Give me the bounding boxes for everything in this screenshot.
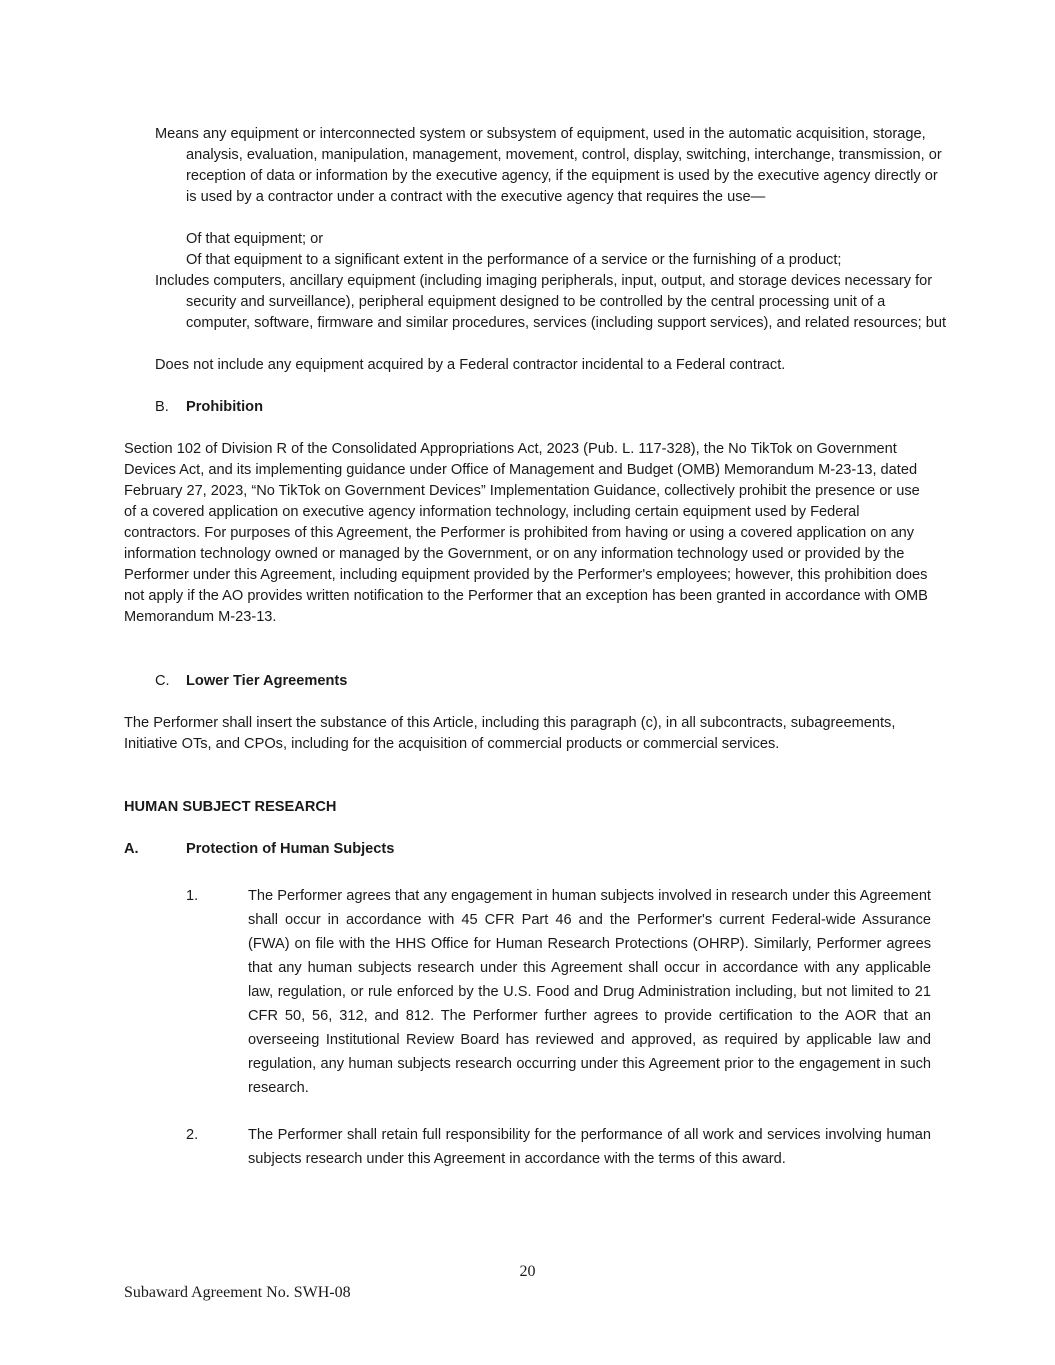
page-number: 20 xyxy=(519,1263,536,1280)
item-1-number: 1. xyxy=(186,888,199,904)
item-2-number: 2. xyxy=(186,1127,199,1143)
section-c-label: C. xyxy=(155,673,170,689)
subsection-a-label: A. xyxy=(124,841,139,857)
agreement-id: Subaward Agreement No. SWH-08 xyxy=(124,1284,351,1301)
definition-sub-item-1: Of that equipment; or xyxy=(186,231,324,247)
definition-sub-item-2: Of that equipment to a significant extent in the performance of a service or the furnishing of a product; xyxy=(186,252,842,268)
item-1-text: The Performer agrees that any engagement in human subjects involved in research under this Agreement shall occur in accordance with 45 CFR Part 46 and the Performer's current Federal-wide Assurance (FWA) on file with the HHS Office for Human Research Protections (OHRP). Similarly, Performer agrees that any human subjects research under this Agreement shall occur in accordance with any applicable law, regulation, or rule enforced by the U.S. Food and Drug Administration including, but not limited to 21 CFR 50, 56, 312, and 812. The Performer further agrees to provide certification to the AOR that an overseeing Institutional Review Board has reviewed and approved, as required by applicable law and regulation, any human subjects research occurring under this Agreement prior to the engagement in such research. xyxy=(248,888,931,1096)
section-b-body: Section 102 of Division R of the Consolidated Appropriations Act, 2023 (Pub. L. 117-328), the No TikTok on Government Devices Act, and its implementing guidance under Office of Management and Budget (OMB) Memorandum M-23-13, dated February 27, 2023, “No TikTok on Government Devices” Implementation Guidance, collectively prohibit the presence or use of a covered application on executive agency information technology, including certain equipment used by Federal contractors. For purposes of this Agreement, the Performer is prohibited from having or using a covered application on any information technology owned or managed by the Government, or on any information technology used or provided by the Performer under this Agreement, including equipment provided by the Performer's employees; however, this prohibition does not apply if the AO provides written notification to the Performer that an exception has been granted in accordance with OMB Memorandum M-23-13. xyxy=(124,441,928,625)
section-c-title: Lower Tier Agreements xyxy=(186,673,348,689)
subsection-a-title: Protection of Human Subjects xyxy=(186,841,395,857)
human-subject-research-heading: HUMAN SUBJECT RESEARCH xyxy=(124,799,337,815)
item-2-text: The Performer shall retain full responsibility for the performance of all work and services involving human subjects research under this Agreement in accordance with the terms of this award. xyxy=(248,1127,931,1167)
section-c-body: The Performer shall insert the substance of this Article, including this paragraph (c), in all subcontracts, subagreements, Initiative OTs, and CPOs, including for the acquisition of commercial products or commercial services. xyxy=(124,715,896,752)
definition-means: Means any equipment or interconnected system or subsystem of equipment, used in the automatic acquisition, storage, analysis, evaluation, manipulation, management, movement, control, display, switching, interchange, transmission, or reception of data or information by the executive agency, if the equipment is used by the executive agency directly or is used by a contractor under a contract with the executive agency that requires the use— xyxy=(155,126,942,205)
definition-excludes: Does not include any equipment acquired by a Federal contractor incidental to a Federal contract. xyxy=(155,357,786,373)
section-b-label: B. xyxy=(155,399,169,415)
definition-includes: Includes computers, ancillary equipment (including imaging peripherals, input, output, and storage devices necessary for security and surveillance), peripheral equipment designed to be controlled by the central processing unit of a computer, software, firmware and similar procedures, services (including support services), and related resources; but xyxy=(155,273,947,331)
section-b-title: Prohibition xyxy=(186,399,264,415)
